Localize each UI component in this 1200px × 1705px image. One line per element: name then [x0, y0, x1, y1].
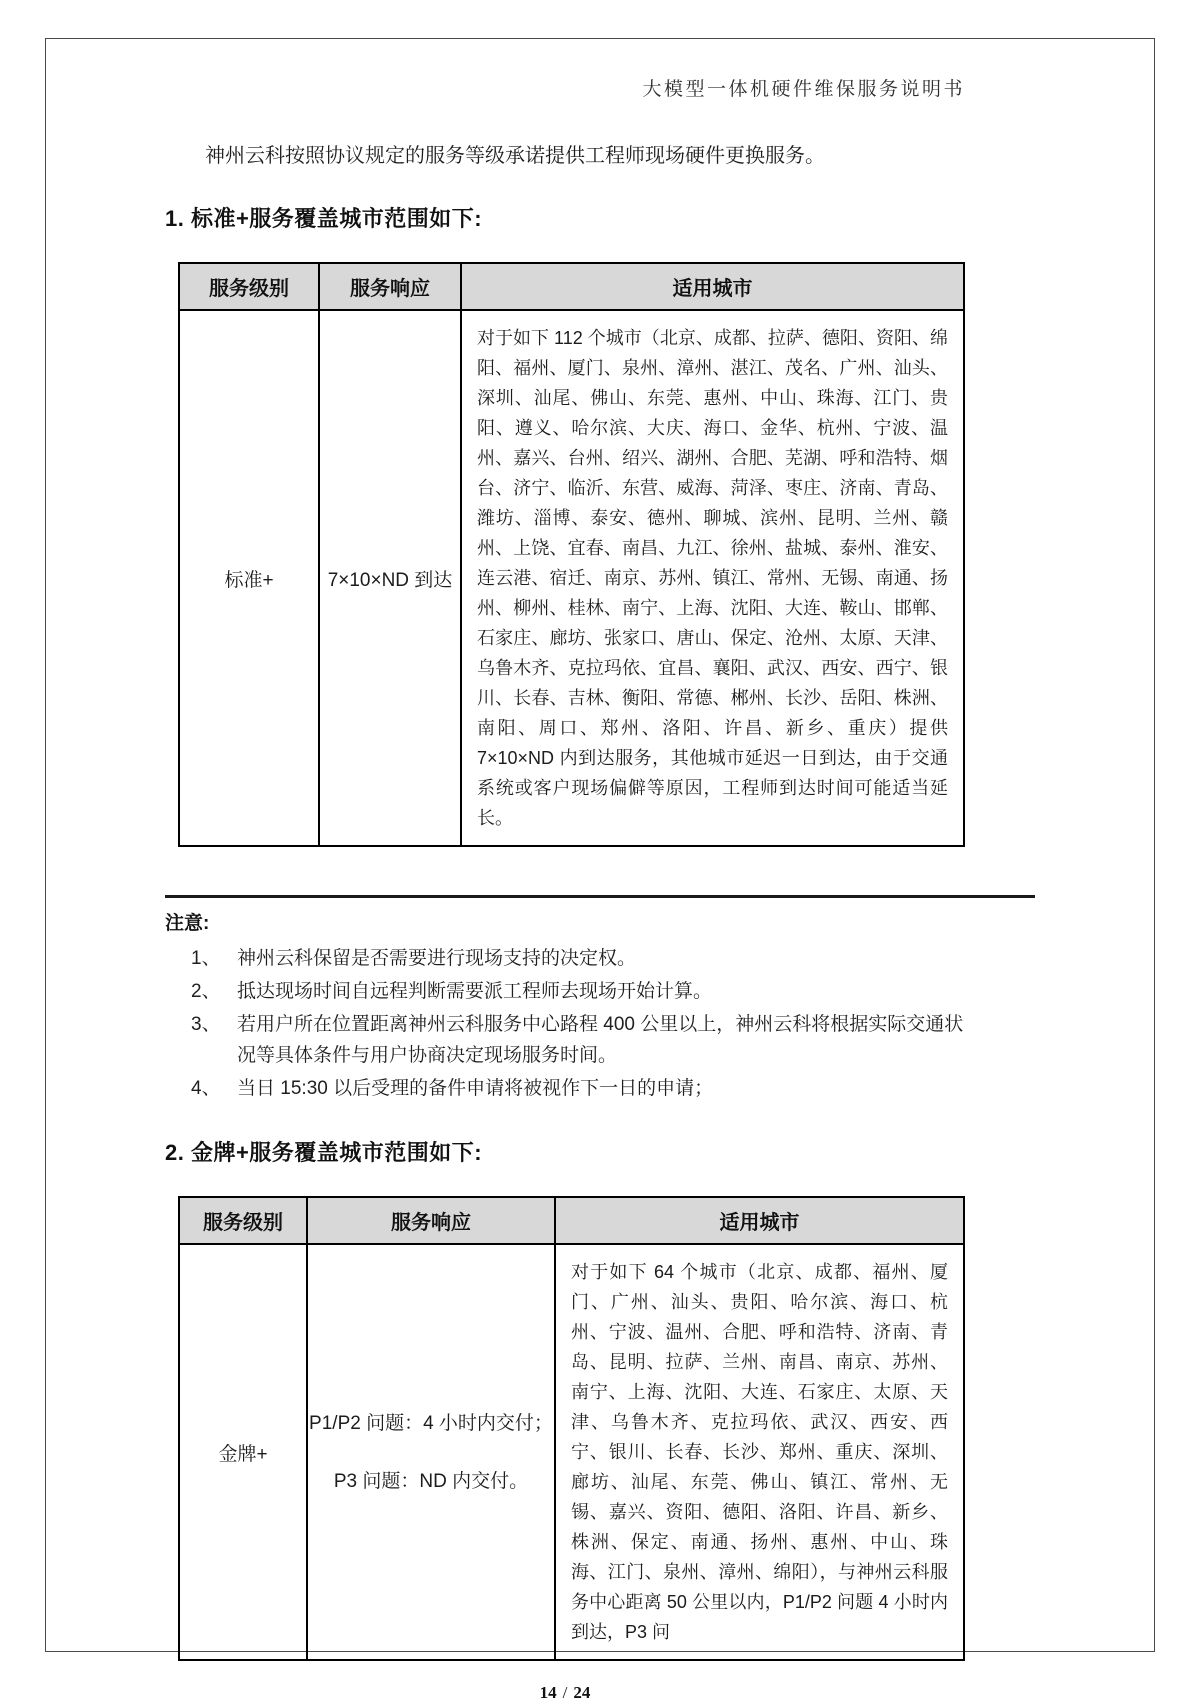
note-item-1	[165, 943, 965, 974]
cell-applicable-cities: 对于如下 64 个城市（北京、成都、福州、厦门、广州、汕头、贵阳、哈尔滨、海口、杭州、宁波、温州、合肥、呼和浩特、济南、青岛、昆明、拉萨、兰州、南昌、南京、苏州、南宁、上海、沈阳、大连、石家庄、太原、天津、乌鲁木齐、克拉玛依、武汉、西安、西宁、银川、长春、长沙、郑州、重庆、深圳、廊坊、汕尾、东莞、佛山、镇江、常州、无锡、嘉兴、资阳、德阳、洛阳、许昌、新乡、株洲、保定、南通、扬州、惠州、中山、珠海、江门、泉州、漳州、绵阳），与神州云科服务中心距离 50 公里以内，P1/P2 问题 4 小时内到达，P3 问	[555, 1244, 964, 1660]
table-header-row	[179, 1197, 964, 1244]
note-item-text: 神州云科保留是否需要进行现场支持的决定权。	[237, 948, 637, 969]
response-lines	[308, 1409, 554, 1496]
note-item-4	[165, 1073, 965, 1104]
response-line-p1p2: P1/P2 问题：4 小时内交付；	[309, 1412, 553, 1434]
cell-service-response	[307, 1244, 555, 1660]
table-row	[179, 310, 964, 846]
note-item-text: 抵达现场时间自远程判断需要派工程师去现场开始计算。	[237, 981, 713, 1002]
cell-service-level: 标准+	[179, 310, 319, 846]
intro-paragraph: 神州云科按照协议规定的服务等级承诺提供工程师现场硬件更换服务。	[205, 145, 825, 167]
notes-list	[165, 943, 965, 1104]
notes-heading: 注意:	[165, 913, 210, 934]
section-heading-gold: 2. 金牌+服务覆盖城市范围如下:	[165, 1140, 483, 1165]
section-heading-standard: 1. 标准+服务覆盖城市范围如下:	[165, 206, 483, 231]
note-item-3	[165, 1009, 965, 1071]
table-row	[179, 1244, 964, 1660]
column-header-service-level: 服务级别	[179, 1197, 307, 1244]
note-item-text: 若用户所在位置距离神州云科服务中心路程 400 公里以上，神州云科将根据实际交通状况等具体条件与用户协商决定现场服务时间。	[237, 1014, 964, 1066]
response-line-p3: P3 问题：ND 内交付。	[333, 1470, 529, 1492]
page-number-current: 14	[539, 1683, 557, 1702]
page-number-footer	[165, 1681, 965, 1705]
column-header-applicable-cities: 适用城市	[461, 263, 964, 310]
response-line-gap	[308, 1438, 554, 1467]
column-header-service-response: 服务响应	[307, 1197, 555, 1244]
running-header-title: 大模型一体机硬件维保服务说明书	[642, 79, 965, 100]
note-item-number: 4、	[191, 1078, 221, 1099]
cell-service-response: 7×10×ND 到达	[319, 310, 461, 846]
cell-service-level: 金牌+	[179, 1244, 307, 1660]
column-header-service-response: 服务响应	[319, 263, 461, 310]
table-header-row	[179, 263, 964, 310]
note-item-2	[165, 976, 965, 1007]
standard-service-table	[178, 262, 965, 847]
cell-applicable-cities: 对于如下 112 个城市（北京、成都、拉萨、德阳、资阳、绵阳、福州、厦门、泉州、漳州、湛江、茂名、广州、汕头、深圳、汕尾、佛山、东莞、惠州、中山、珠海、江门、贵阳、遵义、哈尔滨、大庆、海口、金华、杭州、宁波、温州、嘉兴、台州、绍兴、湖州、合肥、芜湖、呼和浩特、烟台、济宁、临沂、东营、威海、菏泽、枣庄、济南、青岛、潍坊、淄博、泰安、德州、聊城、滨州、昆明、兰州、赣州、上饶、宜春、南昌、九江、徐州、盐城、泰州、淮安、连云港、宿迁、南京、苏州、镇江、常州、无锡、南通、扬州、柳州、桂林、南宁、上海、沈阳、大连、鞍山、邯郸、石家庄、廊坊、张家口、唐山、保定、沧州、太原、天津、乌鲁木齐、克拉玛依、宜昌、襄阳、武汉、西安、西宁、银川、长春、吉林、衡阳、常德、郴州、长沙、岳阳、株洲、南阳、周口、郑州、洛阳、许昌、新乡、重庆）提供 7×10×ND 内到达服务，其他城市延迟一日到达，由于交通系统或客户现场偏僻等原因，工程师到达时间可能适当延长。	[461, 310, 964, 846]
column-header-applicable-cities: 适用城市	[555, 1197, 964, 1244]
note-item-text: 当日 15:30 以后受理的备件申请将被视作下一日的申请；	[237, 1078, 714, 1099]
gold-service-table	[178, 1196, 965, 1661]
page-number-separator: /	[562, 1683, 568, 1702]
column-header-service-level: 服务级别	[179, 263, 319, 310]
note-item-number: 3、	[191, 1014, 221, 1035]
page-number-total: 24	[573, 1683, 591, 1702]
note-item-number: 2、	[191, 981, 221, 1002]
section-divider-rule	[165, 895, 1035, 898]
note-item-number: 1、	[191, 948, 221, 969]
